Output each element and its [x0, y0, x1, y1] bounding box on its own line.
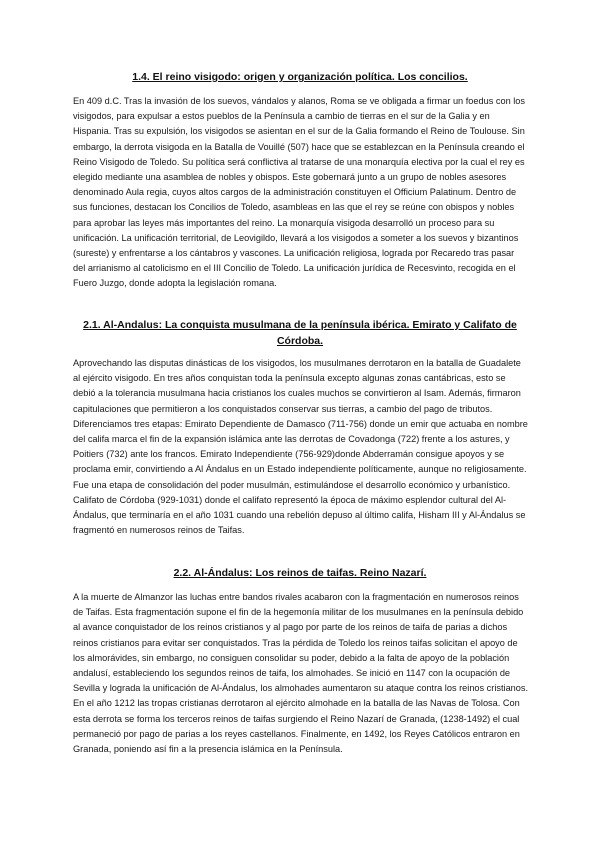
section-body-conquista: Aprovechando las disputas dinásticas de los visigodos, los musulmanes derrotaron en la batalla de Guadalete al ejército visigodo. En tres años conquistan toda la península excepto algunas zonas cantábricas, esto se debió a la tolerancia musulmana hacia cristianos los cuales muchos se convirtieron al Isam. Además, firmaron capitulaciones que permitieron a los conquistados conservar sus tierras, a cambio del pago de tributos. Diferenciamos tres etapas: Emirato Dependiente de Damasco (711-756) donde un emir que actuaba en nombre del califa marca el fin de la expansión islámica ante las derrotas de Covadonga (722) frente a los astures, y Poitiers (732) ante los francos. Emirato Independiente (756-929)donde Abderramán consigue apoyos y se proclama emir, convirtiendo a Al Ándalus en un Estado independiente políticamente, aunque no religiosamente. Fue una etapa de consolidación del poder musulmán, estimulándose el desarrollo económico y urbanístico. Califato de Córdoba (929-1031) donde el califato representó la época de máximo esplendor cultural del Al-Ándalus, que terminaría en el año 1031 cuando una rebelión depuso al último califa, Hisham III y Al-Ándalus se fragmentó en numerosos reinos de Taifas.: [73, 358, 528, 536]
section-body-taifas: A la muerte de Almanzor las luchas entre bandos rivales acabaron con la fragmentación en numerosos reinos de Taifas. Esta fragmentación supone el fin de la hegemonía militar de los musulmanes en la península debido al avance conquistador de los reinos cristianos y al pago por parte de los reinos de taifa de parias a dichos reinos cristianos para evitar ser conquistados. Tras la pérdida de Toledo los reinos taifas solicitan el apoyo de los almorávides, sin embargo, no consiguen consolidar su poder, debido a la falta de apoyo de la población andalusí, estableciendo los segundos reinos de taifa, los almohades. Se inició en 1147 con la ocupación de Sevilla y lograda la unificación de Al-Ándalus, los almohades aumentaron su ataque contra los reinos cristianos. En el año 1212 las tropas cristianas derrotaron al ejército almohade en la batalla de las Navas de Tolosa. Con esta derrota se forma los terceros reinos de taifas surgiendo el Reino Nazarí de Granada, (1238-1492) el cual permaneció por pago de parias a los reyes castellanos. Finalmente, en 1492, los Reyes Católicos entraron en Granada, poniendo así fin a la presencia islámica en la Península.: [73, 592, 529, 755]
section-heading-visigodo: 1.4. El reino visigodo: origen y organización política. Los concilios.: [132, 71, 468, 83]
section-heading-conquista: 2.1. Al-Andalus: La conquista musulmana de la península ibérica. Emirato y Califato de Córdoba.: [83, 319, 517, 347]
section-heading-taifas: 2.2. Al-Ándalus: Los reinos de taifas. Reino Nazarí.: [173, 567, 427, 579]
section-body-visigodo: En 409 d.C. Tras la invasión de los suevos, vándalos y alanos, Roma se ve obligada a firmar un foedus con los visigodos, para expulsar a estos pueblos de la Península a cambio de tierras en el sur de la Galia y en Hispania. Tras su expulsión, los visigodos se asientan en el sur de la Galia formando el Reino de Toulouse. Sin embargo, la derrota visigoda en la Batalla de Vouillé (507) hace que se establezcan en la Península creando el Reino Visigodo de Toledo. Su política será conflictiva al tratarse de una monarquía electiva por la cual el rey es elegido mediante una asamblea de nobles y obispos. Este gobernará junto a un grupo de nobles asesores denominado Aula regia, cuyos altos cargos de la administración constituyen el Officium Palatinum. Dentro de sus funciones, destacan los Concilios de Toledo, asambleas en las que el rey se reúne con obispos y nobles para aprobar las leyes más importantes del reino. La monarquía visigoda desarrolló un proceso para su unificación. La unificación territorial, de Leovigildo, llevará a los visigodos a someter a los suevos y bizantinos (sureste) y enfrentarse a los cántabros y vascones. La unificación religiosa, lograda por Recaredo tras pasar del arrianismo al catolicismo en el III Concilio de Toledo. La unificación jurídica de Recesvinto, recogida en el Fuero Juzgo, donde adopta la legislación romana.: [73, 96, 525, 289]
